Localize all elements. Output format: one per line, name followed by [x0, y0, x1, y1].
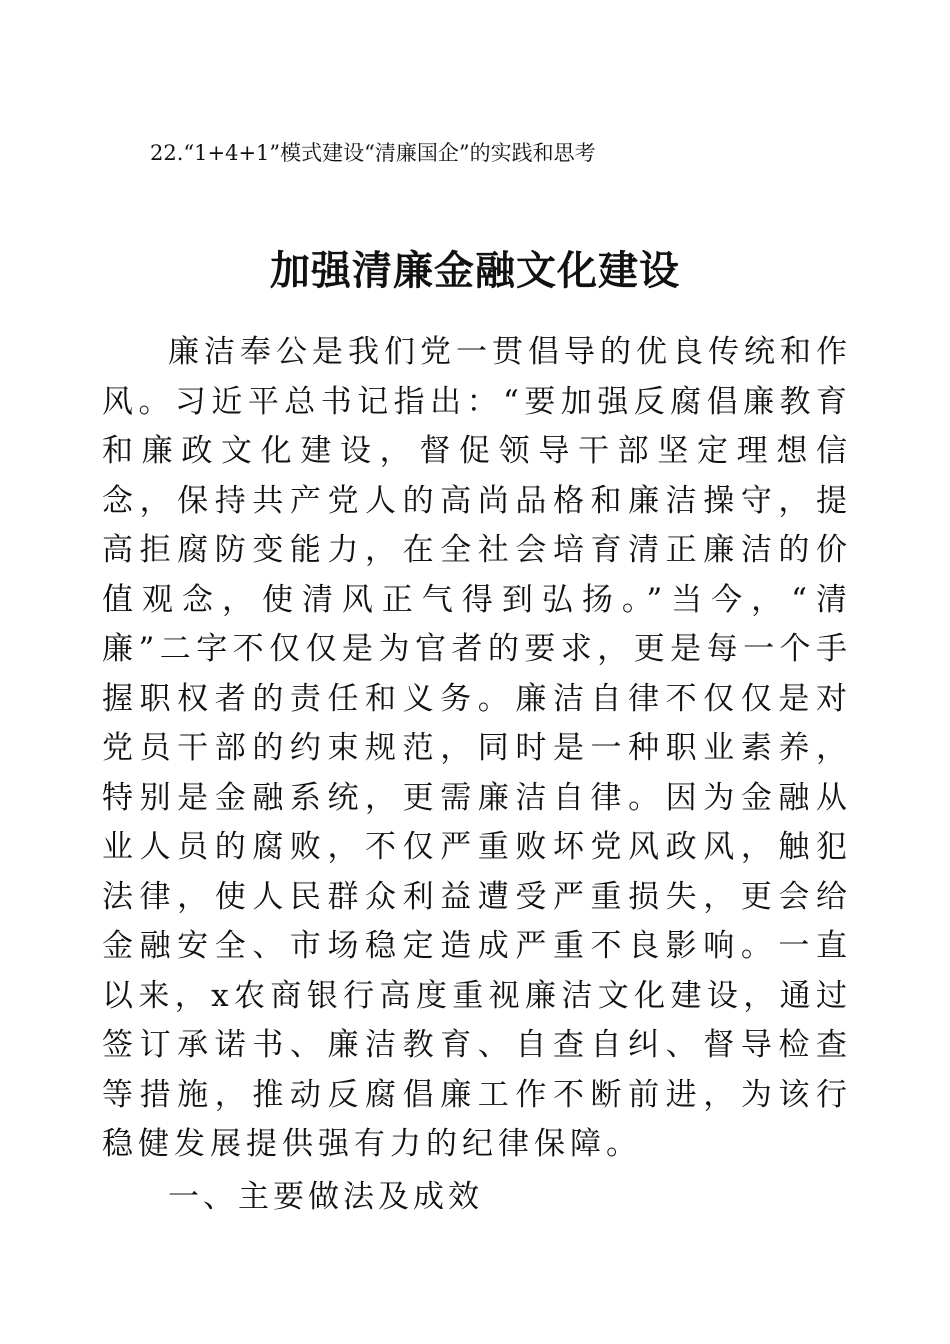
body-paragraph: 廉洁奉公是我们党一贯倡导的优良传统和作风。习近平总书记指出：“要加强反腐倡廉教育和廉政文化建设，督促领导干部坚定理想信念，保持共产党人的高尚品格和廉洁操守，提高拒腐防变能力，在全社会培育清正廉洁的价值观念，使清风正气得到弘扬。”当今，“清廉”二字不仅仅是为官者的要求，更是每一个手握职权者的责任和义务。廉洁自律不仅仅是对党员干部的约束规范，同时是一种职业素养，特别是金融系统，更需廉洁自律。因为金融从业人员的腐败，不仅严重败坏党风政风，触犯法律，使人民群众利益遭受严重损失，更会给金融安全、市场稳定造成严重不良影响。一直以来，x农商银行高度重视廉洁文化建设，通过签订承诺书、廉洁教育、自查自纠、督导检查等措施，推动反腐倡廉工作不断前进，为该行稳健发展提供强有力的纪律保障。: [102, 334, 852, 1162]
series-header-line: 22.“1+4+1”模式建设“清廉国企”的实践和思考: [150, 141, 596, 165]
section-heading: 一、主要做法及成效: [168, 1179, 483, 1215]
document-title: 加强清廉金融文化建设: [270, 246, 680, 294]
